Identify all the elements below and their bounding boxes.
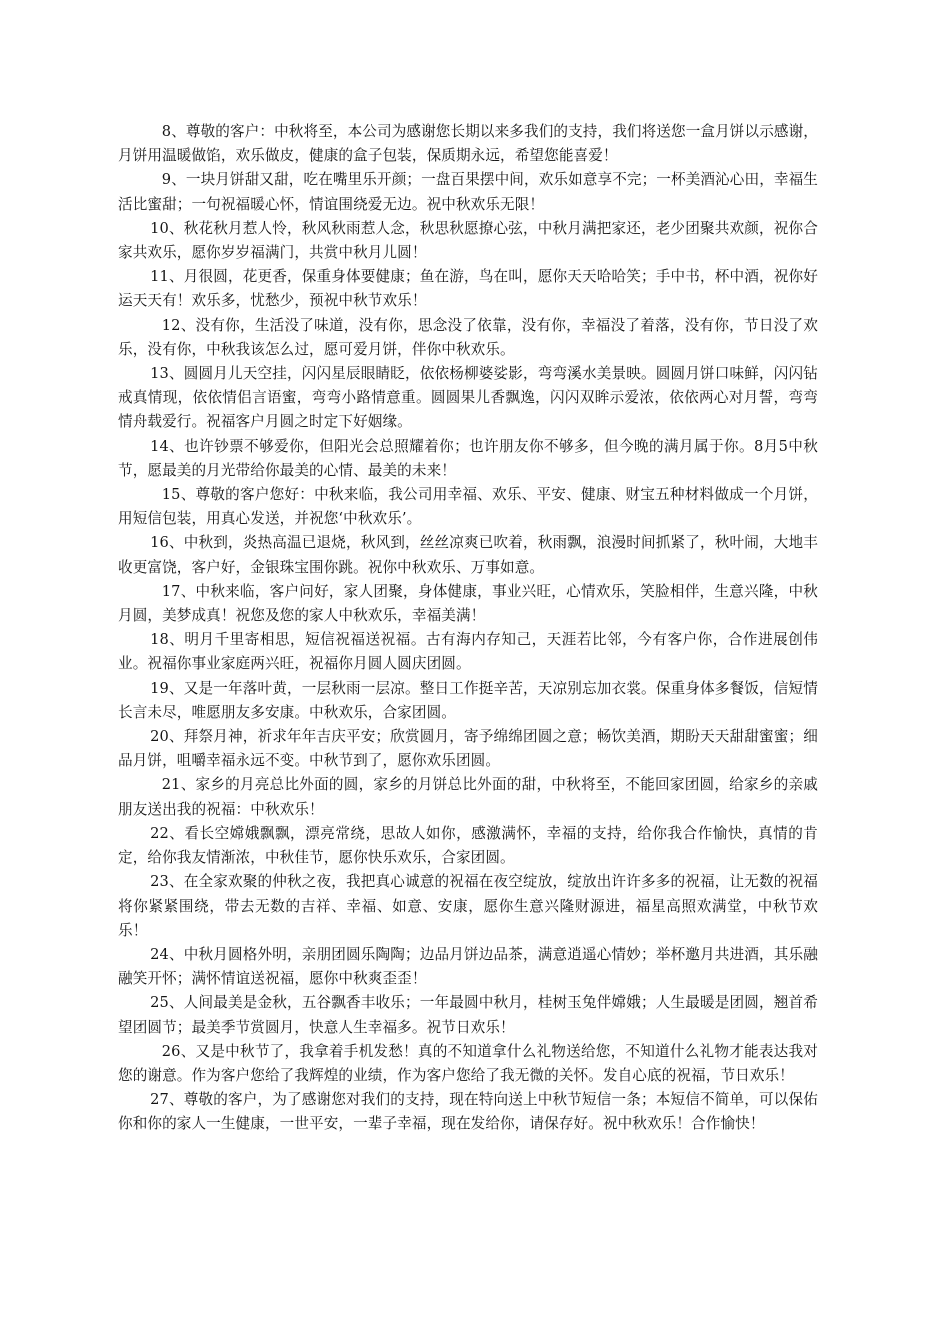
- paragraph-11: 11、月很圆，花更香，保重身体要健康；鱼在游，鸟在叫，愿你天天哈哈笑；手中书，杯中酒，祝你好运天天有！欢乐多，忧愁少，预祝中秋节欢乐！: [118, 268, 818, 310]
- paragraph-25: 25、人间最美是金秋，五谷飘香丰收乐；一年最圆中秋月，桂树玉兔伴嫦娥；人生最暖是团圆，翘首希望团圆节；最美季节赏圆月，快意人生幸福多。祝节日欢乐！: [118, 994, 818, 1036]
- paragraph-14: 14、也许钞票不够爱你，但阳光会总照耀着你；也许朋友你不够多，但今晚的满月属于你。8月5中秋节，愿最美的月光带给你最美的心情、最美的未来！: [118, 437, 818, 479]
- paragraph-22: 22、看长空嫦娥飘飘，漂亮常绕，思故人如你，感激满怀，幸福的支持，给你我合作愉快，真情的肯定，给你我友情渐浓，中秋佳节，愿你快乐欢乐，合家团圆。: [118, 824, 818, 867]
- paragraph-18: 18、明月千里寄相思，短信祝福送祝福。古有海内存知己，天涯若比邻，今有客户你，合作进展创伟业。祝福你事业家庭两兴旺，祝福你月圆人圆庆团圆。: [118, 631, 818, 673]
- paragraph-12: 12、没有你，生活没了味道，没有你，思念没了依靠，没有你，幸福没了着落，没有你，节日没了欢乐，没有你，中秋我该怎么过，愿可爱月饼，伴你中秋欢乐。: [118, 316, 818, 358]
- paragraph-10: 10、秋花秋月惹人怜，秋风秋雨惹人念，秋思秋愿撩心弦，中秋月满把家还，老少团聚共欢颜，祝你合家共欢乐，愿你岁岁福满门，共赏中秋月儿圆！: [118, 219, 818, 262]
- paragraph-27: 27、尊敬的客户，为了感谢您对我们的支持，现在特向送上中秋节短信一条；本短信不简单，可以保佑你和你的家人一生健康，一世平安，一辈子幸福，现在发给你，请保存好。祝中秋欢乐！合作愉快！: [118, 1091, 818, 1133]
- paragraph-13: 13、圆圆月儿天空挂，闪闪星辰眼睛眨，依依杨柳婆娑影，弯弯溪水美景映。圆圆月饼口味鲜，闪闪钻戒真情现，依依情侣言语蜜，弯弯小路情意重。圆圆果儿香飘逸，闪闪双眸示爱浓，依依两心对月誓，弯弯情舟载爱行。祝福客户月圆之时定下好姻缘。: [118, 365, 818, 431]
- paragraph-23: 23、在全家欢聚的仲秋之夜，我把真心诚意的祝福在夜空绽放，绽放出许许多多的祝福，让无数的祝福将你紧紧围绕，带去无数的吉祥、幸福、如意、安康，愿你生意兴隆财源进，福星高照欢满堂，中秋节欢乐！: [118, 873, 818, 939]
- paragraph-24: 24、中秋月圆格外明，亲朋团圆乐陶陶；边品月饼边品茶，满意逍遥心情妙；举杯邀月共进酒，其乐融融笑开怀；满怀情谊送祝福，愿你中秋爽歪歪！: [118, 945, 818, 988]
- paragraph-16: 16、中秋到，炎热高温已退烧，秋风到，丝丝凉爽已吹着，秋雨飘，浪漫时间抓紧了，秋叶闹，大地丰收更富饶，客户好，金银珠宝围你跳。祝你中秋欢乐、万事如意。: [118, 534, 818, 576]
- paragraph-15: 15、尊敬的客户您好：中秋来临，我公司用幸福、欢乐、平安、健康、财宝五种材料做成一个月饼，用短信包装，用真心发送，并祝您‘中秋欢乐’。: [118, 486, 818, 528]
- paragraph-8: 8、尊敬的客户：中秋将至，本公司为感谢您长期以来多我们的支持，我们将送您一盒月饼以示感谢，月饼用温暖做馅，欢乐做皮，健康的盒子包装，保质期永远，希望您能喜爱！: [118, 123, 818, 165]
- paragraph-21: 21、家乡的月亮总比外面的圆，家乡的月饼总比外面的甜，中秋将至，不能回家团圆，给家乡的亲戚朋友送出我的祝福：中秋欢乐！: [118, 776, 818, 818]
- paragraph-19: 19、又是一年落叶黄，一层秋雨一层凉。整日工作挺辛苦，天凉别忘加衣裳。保重身体多餐饭，信短情长言未尽，唯愿朋友多安康。中秋欢乐，合家团圆。: [118, 679, 818, 721]
- document-body: [118, 120, 818, 1137]
- paragraph-20: 20、拜祭月神，祈求年年吉庆平安；欣赏圆月，寄予绵绵团圆之意；畅饮美酒，期盼天天甜甜蜜蜜；细品月饼，咀嚼幸福永远不变。中秋节到了，愿你欢乐团圆。: [118, 728, 818, 770]
- paragraph-9: 9、一块月饼甜又甜，吃在嘴里乐开颜；一盘百果摆中间，欢乐如意享不完；一杯美酒沁心田，幸福生活比蜜甜；一句祝福暖心怀，情谊围绕爱无边。祝中秋欢乐无限！: [118, 171, 818, 213]
- paragraph-17: 17、中秋来临，客户问好，家人团聚，身体健康，事业兴旺，心情欢乐，笑脸相伴，生意兴隆，中秋月圆，美梦成真！祝您及您的家人中秋欢乐，幸福美满！: [118, 582, 818, 625]
- paragraph-26: 26、又是中秋节了，我拿着手机发愁！真的不知道拿什么礼物送给您，不知道什么礼物才能表达我对您的谢意。作为客户您给了我辉煌的业绩，作为客户您给了我无微的关怀。发自心底的祝福，节日欢乐！: [118, 1042, 818, 1084]
